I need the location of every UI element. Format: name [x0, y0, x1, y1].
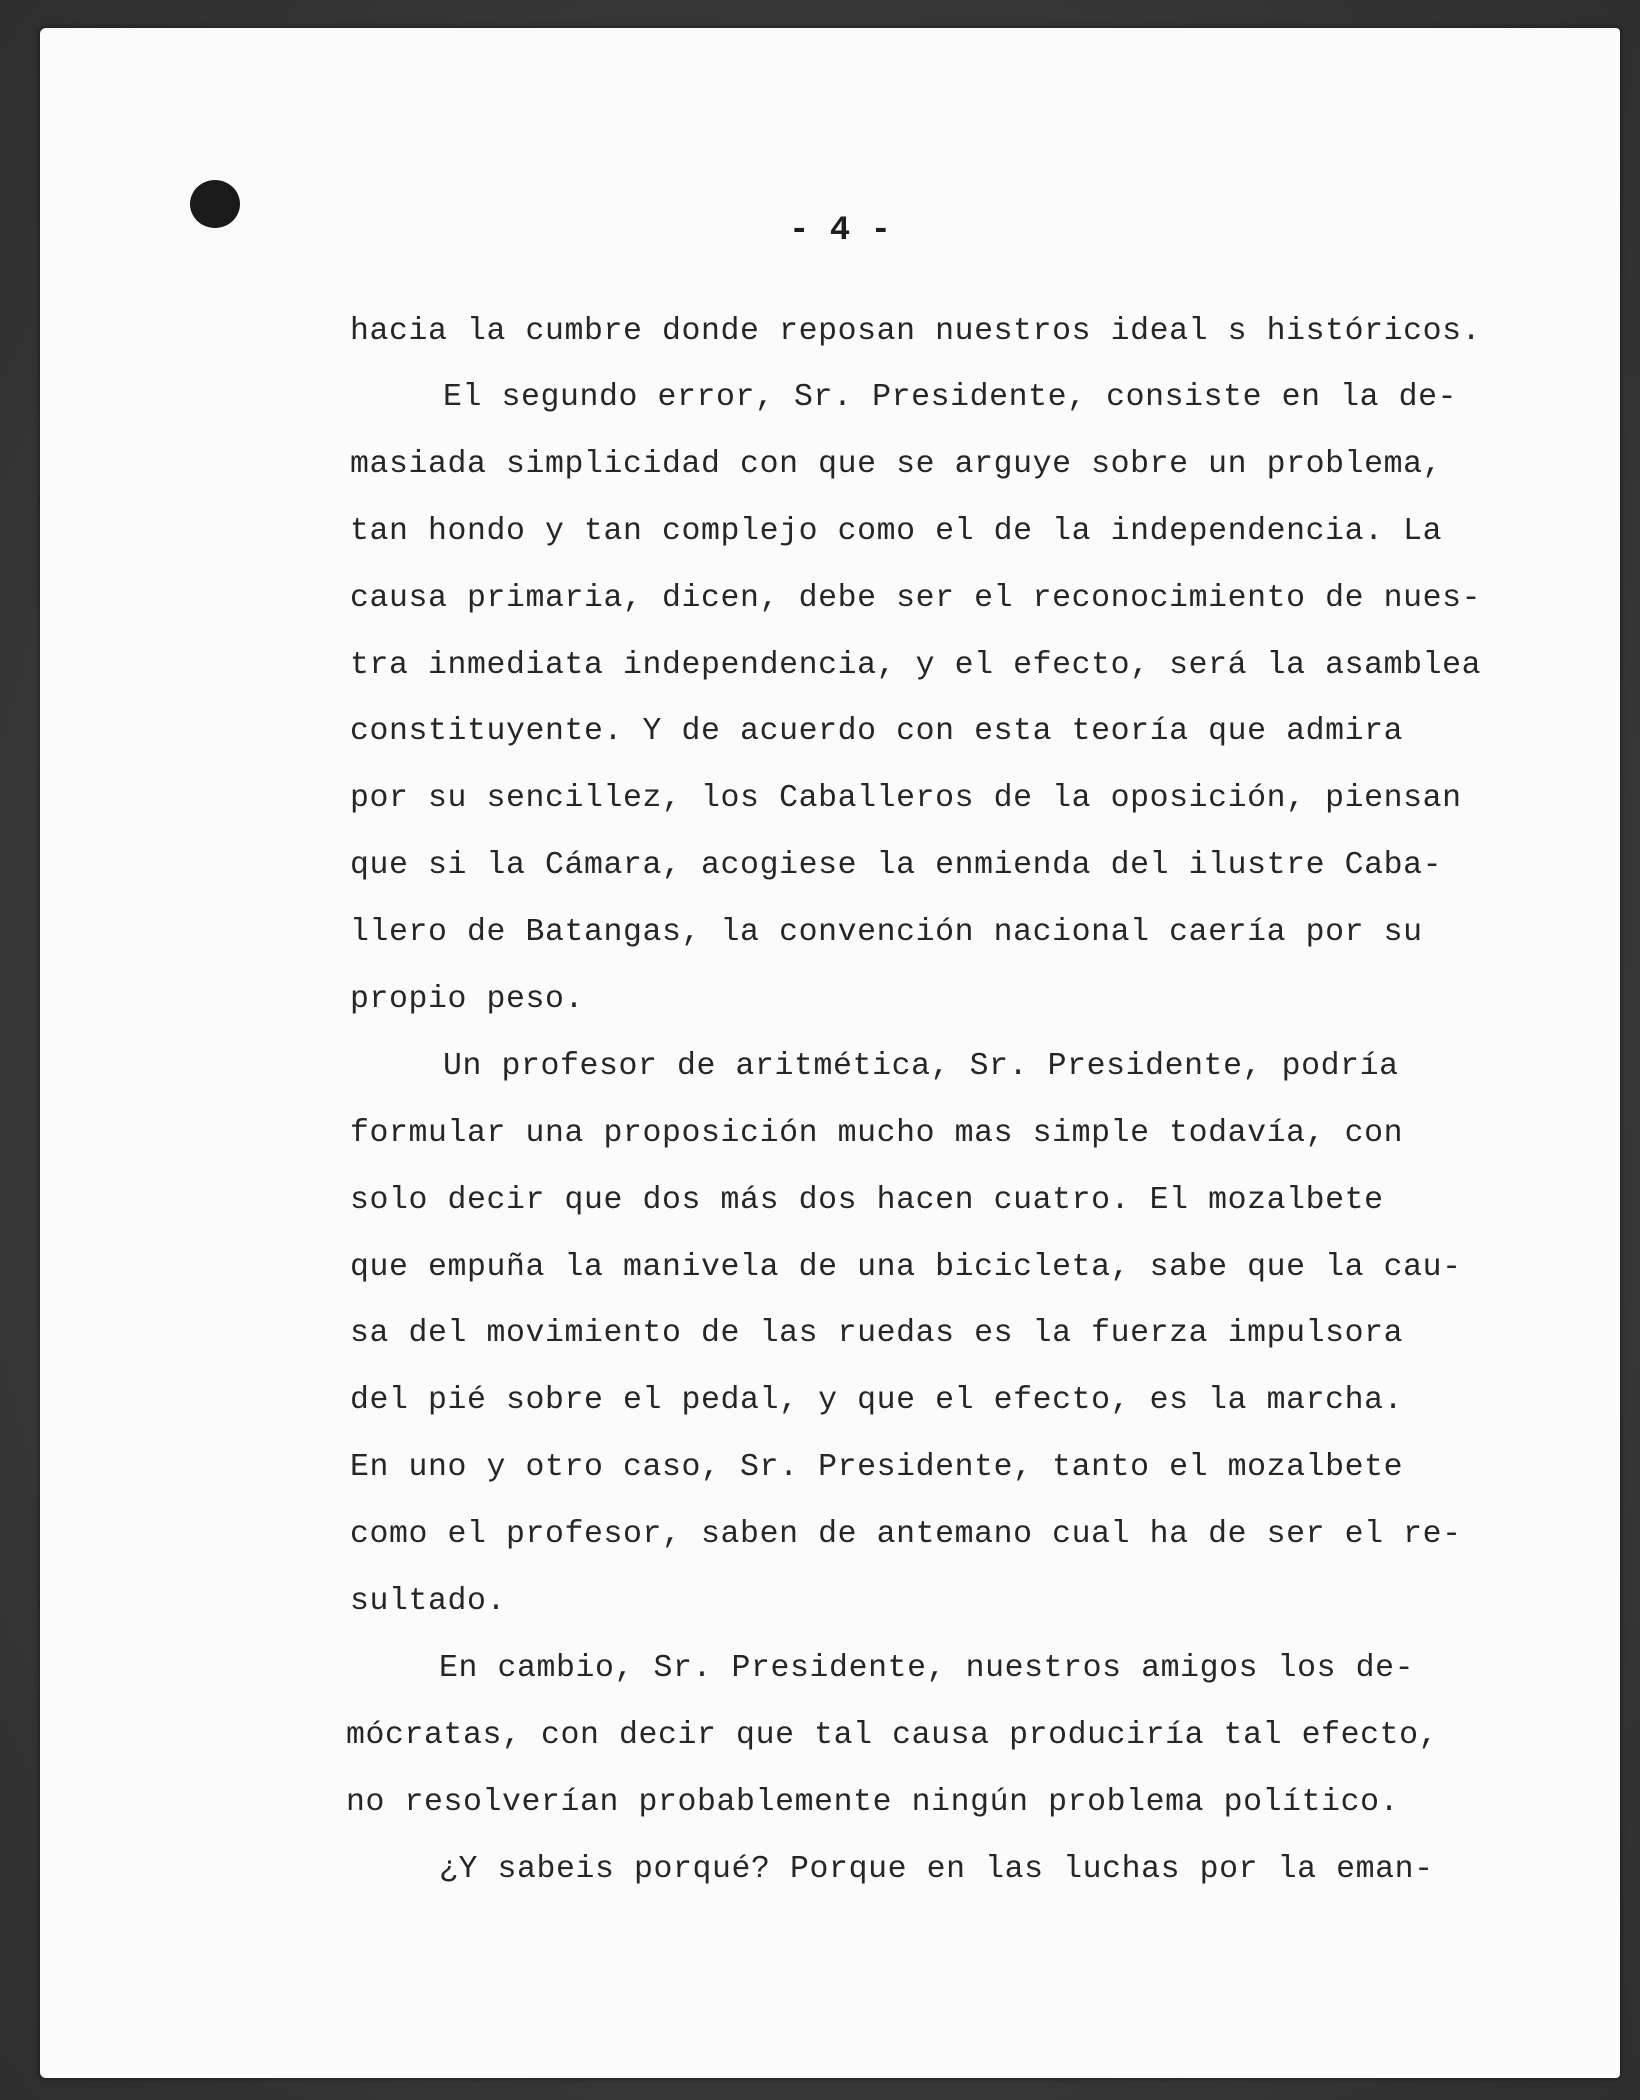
text-line: del pié sobre el pedal, y que el efecto, es la marcha. [350, 1383, 1404, 1418]
text-line: sultado. [350, 1584, 507, 1619]
text-line: tra inmediata independencia, y el efecto, será la asamblea [350, 648, 1482, 683]
text-line: Un profesor de aritmética, Sr. Presidente, podría [443, 1049, 1399, 1084]
text-line: propio peso. [350, 982, 585, 1017]
text-line: sa del movimiento de las ruedas es la fuerza impulsora [350, 1316, 1404, 1351]
text-line: formular una proposición mucho mas simple todavía, con [350, 1116, 1404, 1151]
text-line: que si la Cámara, acogiese la enmienda del ilustre Caba- [350, 848, 1443, 883]
text-line: constituyente. Y de acuerdo con esta teoría que admira [350, 714, 1404, 749]
text-line: solo decir que dos más dos hacen cuatro. El mozalbete [350, 1183, 1384, 1218]
text-line: no resolverían probablemente ningún problema político. [346, 1785, 1400, 1820]
text-line: que empuña la manivela de una bicicleta, sabe que la cau- [350, 1250, 1462, 1285]
page-number: - 4 - [788, 212, 892, 250]
text-line: En cambio, Sr. Presidente, nuestros amigos los de- [439, 1651, 1415, 1686]
text-line: ¿Y sabeis porqué? Porque en las luchas por la eman- [439, 1852, 1434, 1887]
text-line: En uno y otro caso, Sr. Presidente, tanto el mozalbete [350, 1450, 1404, 1485]
text-line: llero de Batangas, la convención nacional caería por su [350, 915, 1423, 950]
text-line: causa primaria, dicen, debe ser el reconocimiento de nues- [350, 581, 1482, 616]
text-line: tan hondo y tan complejo como el de la independencia. La [350, 514, 1443, 549]
text-line: por su sencillez, los Caballeros de la oposición, piensan [350, 781, 1462, 816]
text-line: hacia la cumbre donde reposan nuestros ideal s históricos. [350, 314, 1482, 349]
text-line: mócratas, con decir que tal causa produciría tal efecto, [346, 1718, 1439, 1753]
text-line: masiada simplicidad con que se arguye sobre un problema, [350, 447, 1443, 482]
text-line: como el profesor, saben de antemano cual ha de ser el re- [350, 1517, 1462, 1552]
text-line: El segundo error, Sr. Presidente, consiste en la de- [443, 380, 1458, 415]
